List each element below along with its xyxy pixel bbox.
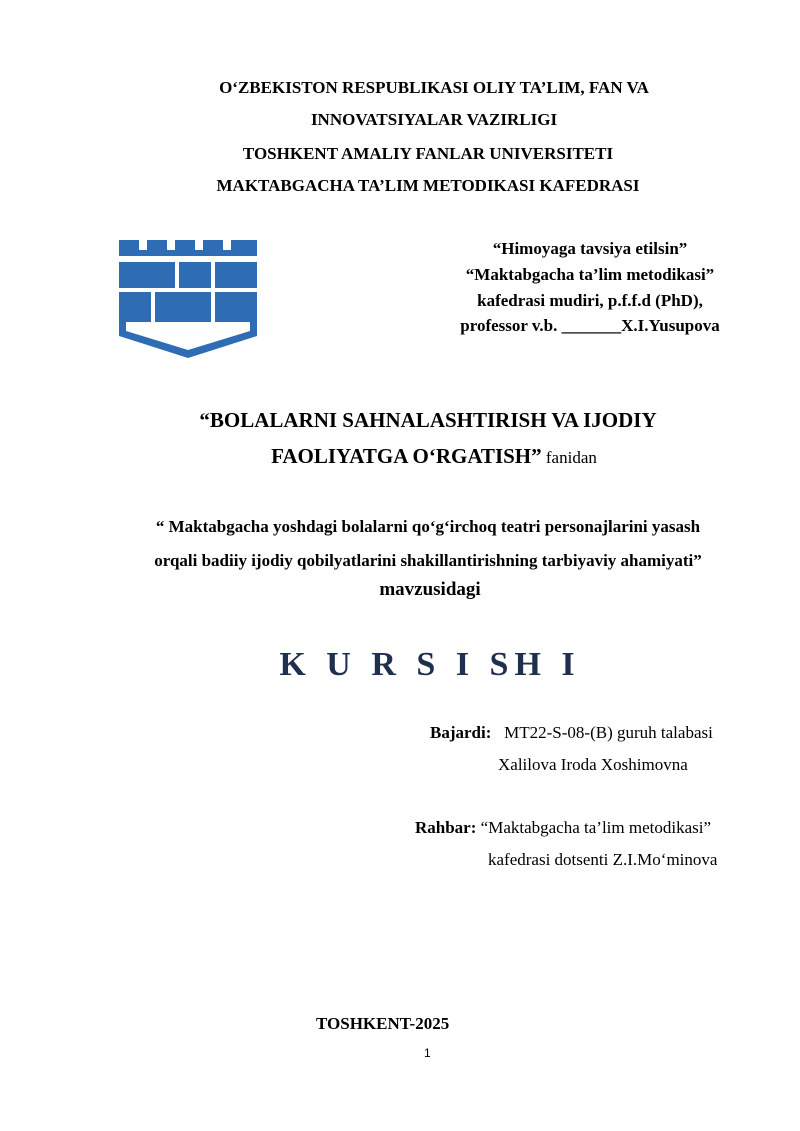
- subject-line-1: “BOLALARNI SAHNALASHTIRISH VA IJODIY: [199, 408, 657, 432]
- approval-line-1: “Himoyaga tavsiya etilsin”: [492, 239, 688, 258]
- performer-group: MT22-S-08-(B) guruh talabasi: [504, 723, 713, 742]
- subject-line-2: [34, 439, 800, 475]
- performer-label: Bajardi:: [430, 723, 492, 742]
- department-name: MAKTABGACHA TA’LIM METODIKASI KAFEDRASI: [216, 176, 640, 195]
- university-shield-logo-icon: [117, 238, 259, 358]
- performer-line: [430, 723, 713, 743]
- topic-line-3: mavzusidagi: [379, 579, 481, 600]
- ministry-line-2: INNOVATSIYALAR VAZIRLIGI: [310, 110, 558, 129]
- ministry-line-1: O‘ZBEKISTON RESPUBLIKASI OLIY TA’LIM, FAN VA: [219, 78, 649, 97]
- university-name: TOSHKENT AMALIY FANLAR UNIVERSITETI: [242, 144, 614, 163]
- approval-line-2: “Maktabgacha ta’lim metodikasi”: [465, 265, 715, 284]
- subject-title: FAOLIYATGA O‘RGATISH”: [271, 444, 542, 468]
- supervisor-department: “Maktabgacha ta’lim metodikasi”: [480, 818, 712, 837]
- page-number: 1: [424, 1046, 431, 1060]
- topic-line-2: orqali badiiy ijodiy qobilyatlarini shakillantirishning tarbiyaviy ahamiyati”: [154, 551, 702, 570]
- approval-line-4: professor v.b. _______X.I.Yusupova: [460, 316, 720, 335]
- city-year: TOSHKENT-2025: [316, 1014, 450, 1033]
- supervisor-label: Rahbar:: [415, 818, 477, 837]
- document-title: K U R S I SH I: [279, 646, 581, 683]
- topic-line-1: “ Maktabgacha yoshdagi bolalarni qo‘g‘irchoq teatri personajlarini yasash: [155, 517, 701, 536]
- performer-name: Xalilova Iroda Xoshimovna: [498, 755, 688, 774]
- approval-line-3: kafedrasi mudiri, p.f.f.d (PhD),: [477, 291, 703, 310]
- supervisor-line: [415, 818, 711, 838]
- supervisor-position: kafedrasi dotsenti Z.I.Mo‘minova: [488, 850, 718, 869]
- subject-suffix: fanidan: [541, 448, 597, 467]
